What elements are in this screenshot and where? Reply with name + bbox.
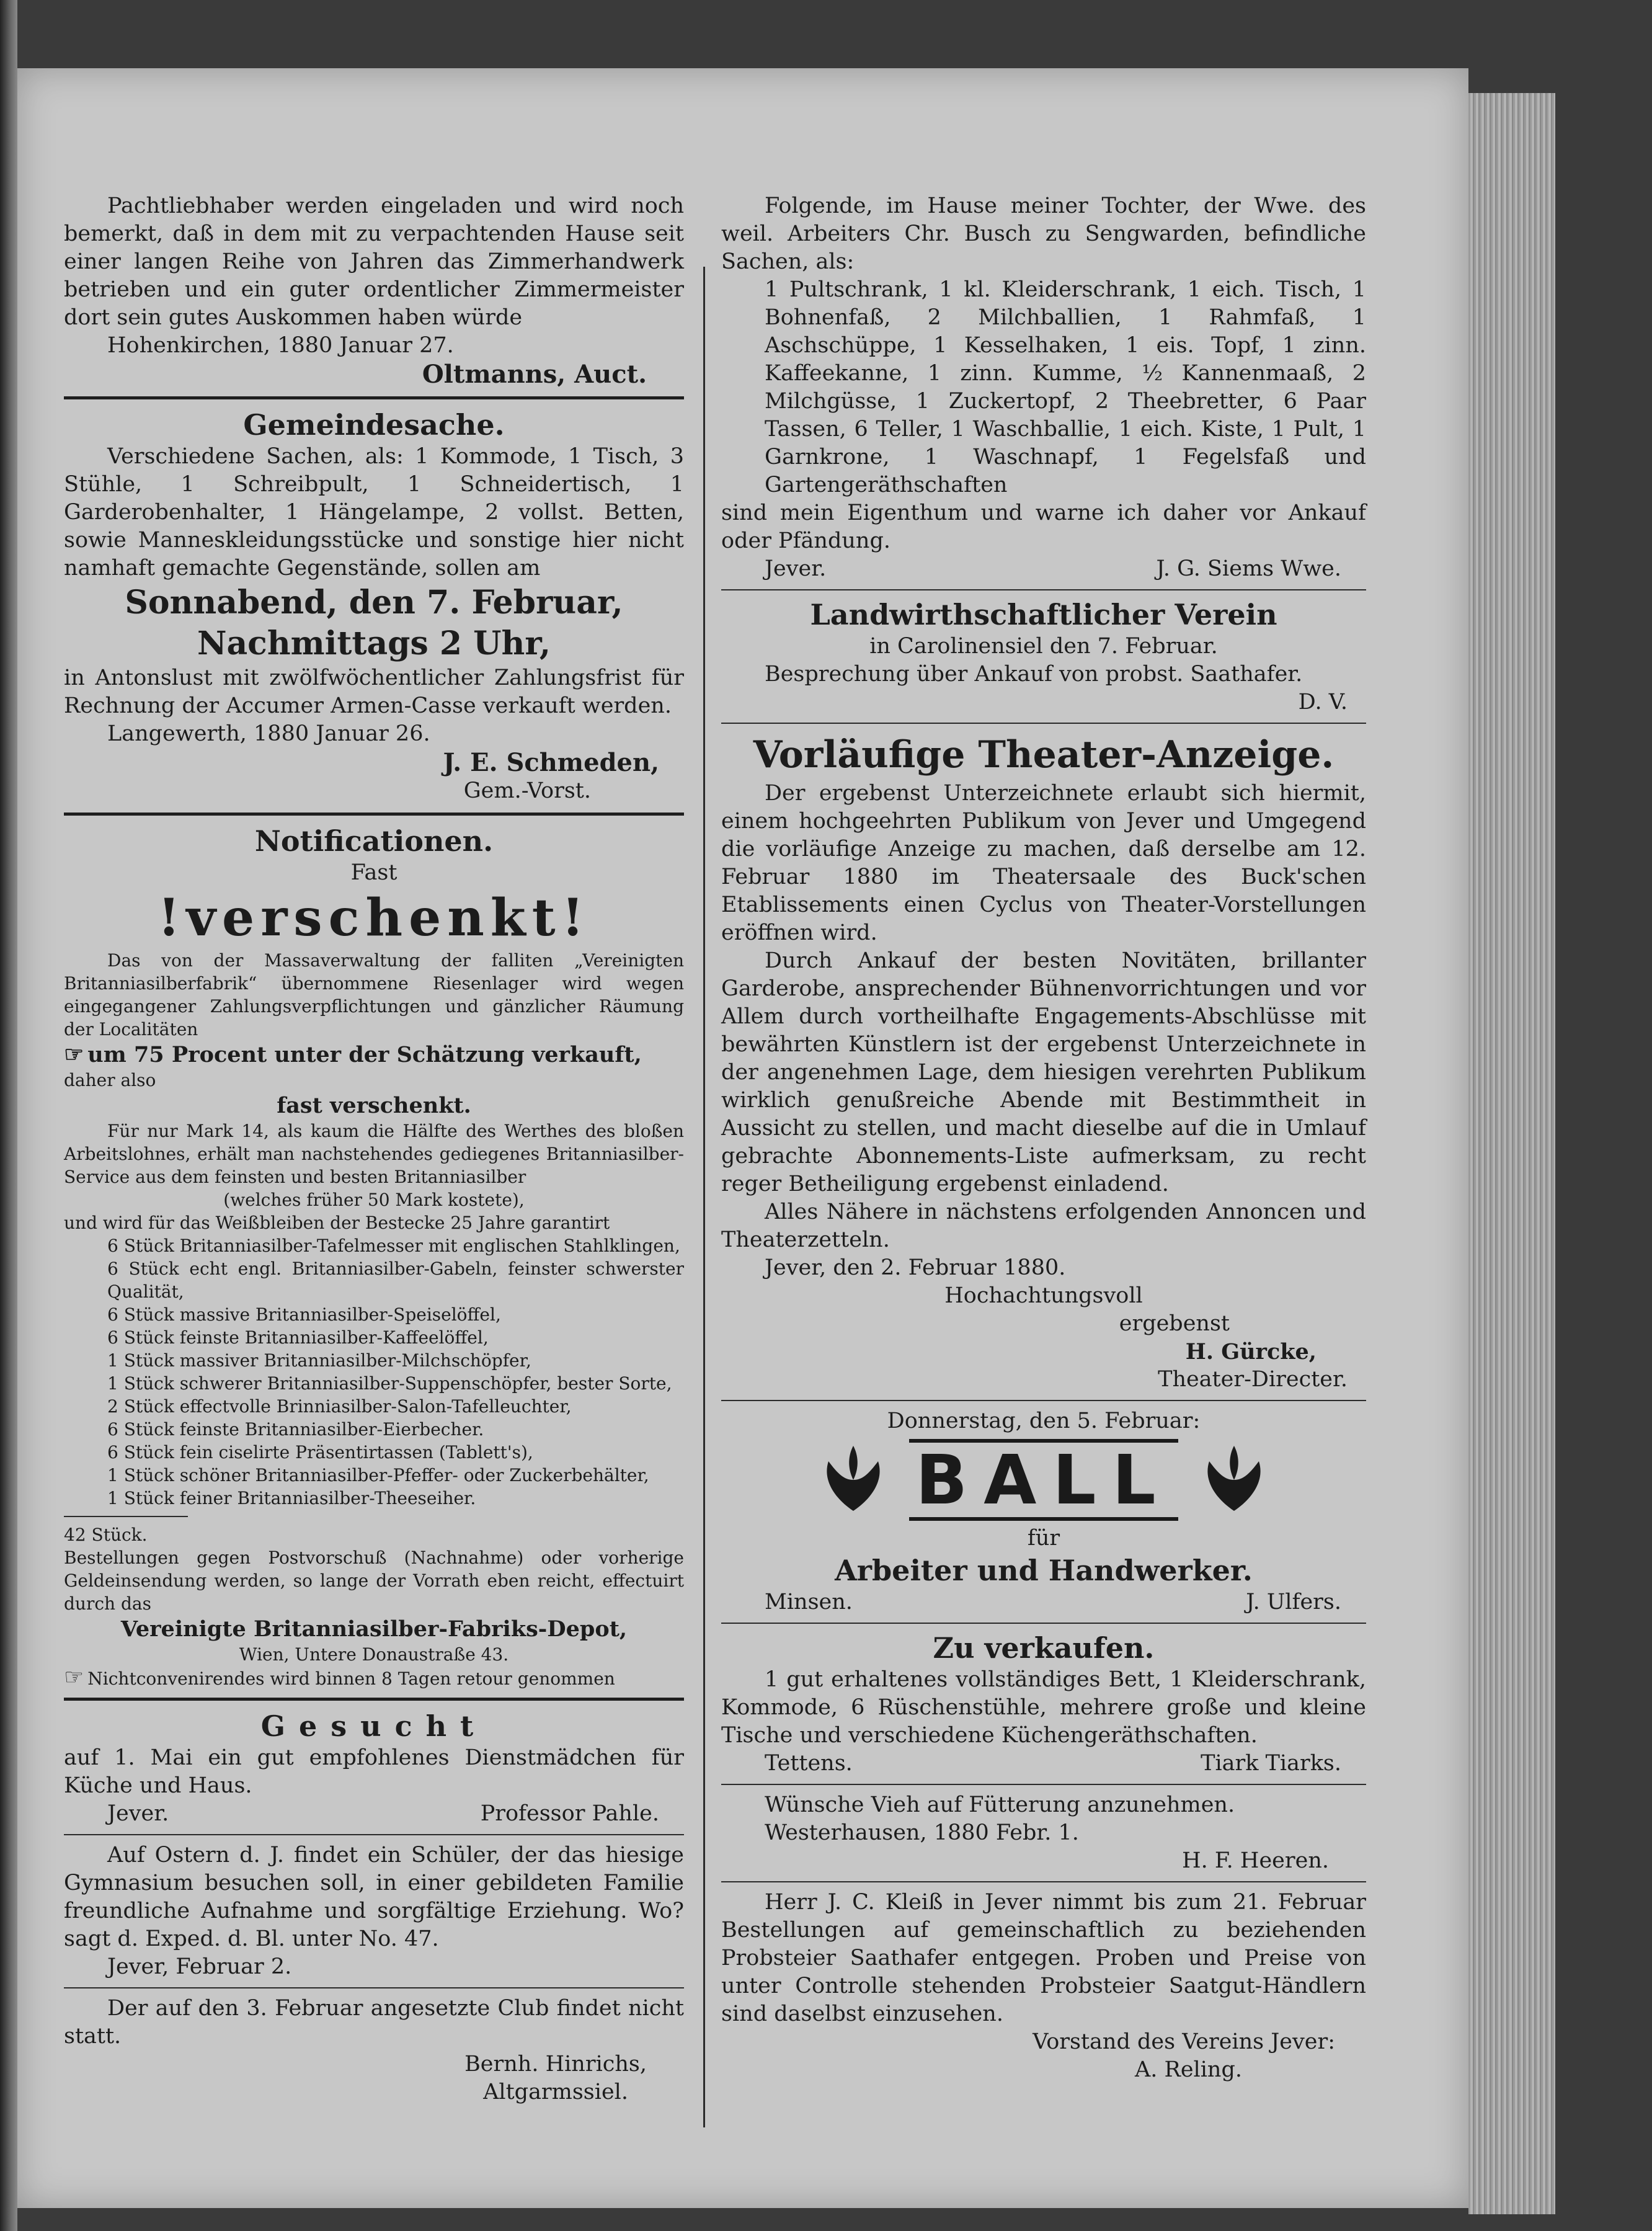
gesucht-text: auf 1. Mai ein gut empfohlenes Dienstmädchen für Küche und Haus.: [64, 1745, 684, 1798]
ball-banner: [721, 1439, 1366, 1521]
fleur-ornament-icon: [810, 1443, 897, 1517]
list-item: 6 Stück echt engl. Britanniasilber-Gabeln, feinster schwerster Qualität,: [107, 1258, 684, 1302]
rule: [64, 813, 684, 816]
vieh-signature: H. F. Heeren.: [1182, 1848, 1329, 1873]
gemeinde-text2: in Antonslust mit zwölfwöchentlicher Zahlungsfrist für Rechnung der Accumer Armen-Casse verkauft werden.: [64, 666, 684, 718]
adjacent-page-edge: [0, 0, 17, 2231]
gesucht-signature: Professor Pahle.: [480, 1801, 659, 1826]
book-page-stack: [1468, 93, 1555, 2214]
gemeinde-title: Gemeindesache.: [243, 408, 505, 442]
list-item: 2 Stück effectvolle Brinniasilber-Salon-Tafelleuchter,: [107, 1396, 572, 1417]
pointing-hand-icon: ☞: [64, 1041, 84, 1067]
ad-verein: [721, 597, 1366, 716]
club-place: Altgarmssiel.: [483, 2080, 628, 2104]
ad-pacht: [64, 192, 684, 389]
rule: [64, 1834, 684, 1835]
notif-company: Vereinigte Britanniasilber-Fabriks-Depot,: [120, 1616, 628, 1642]
notif-fast: Fast: [350, 860, 397, 885]
gesucht-title: Gesucht: [260, 1709, 487, 1743]
column-divider: [703, 267, 705, 2127]
ball-place: Minsen.: [765, 1590, 853, 1614]
pointing-hand-icon: ☞: [64, 1665, 84, 1690]
notif-price: Für nur Mark 14, als kaum die Hälfte des Werthes des bloßen Arbeitslohnes, erhält man nachstehendes gediegenes Britanniasilber-Service aus dem feinsten und besten Britanniasilber: [64, 1121, 684, 1187]
ad-ball: [721, 1407, 1366, 1616]
ad-notificationen: [64, 823, 684, 1690]
gemeinde-role: Gem.-Vorst.: [463, 778, 591, 803]
rule: [64, 1516, 188, 1517]
verein-title: Landwirthschaftlicher Verein: [810, 598, 1277, 631]
theater-p1: Der ergebenst Unterzeichnete erlaubt sich hiermit, einem hochgeehrten Publikum von Jever und Umgegend die vorläufige Anzeige zu machen, daß derselbe am 12. Februar 1880 im Theatersaale des Buck'schen Etablissements einen Cyclus von Theater-Vorstellungen eröffnen wird.: [721, 781, 1366, 945]
ball-fuer: für: [1027, 1526, 1060, 1551]
ball-date: Donnerstag, den 5. Februar:: [887, 1409, 1201, 1433]
saathafer-signature: A. Reling.: [1134, 2057, 1242, 2082]
ball-footer: [721, 1588, 1366, 1616]
notif-return: [64, 1666, 684, 1690]
notif-guarantee: und wird für das Weißbleiben der Bestecke 25 Jahre garantirt: [64, 1213, 610, 1233]
theater-p2: Durch Ankauf der besten Novitäten, brillanter Garderobe, ansprechender Bühnenvorrichtungen und vor Allem durch vortheilhafte Engagements-Abschlüsse mit bewährten Künstlern ist der ergebenst Unterzeichnete in der angenehmen Lage, dem hiesigen verehrten Publikum wirklich genußreiche Abende mit Bestimmtheit in Aussicht zu stellen, und macht dieselbe auf die in Umlauf gebrachte Abonnements-Liste aufmerksam, zu recht reger Betheiligung ergebenst einladend.: [721, 948, 1366, 1196]
notif-offer-text: um 75 Procent unter der Schätzung verkauft,: [87, 1042, 642, 1067]
rule: [721, 1623, 1366, 1624]
gemeinde-text: Verschiedene Sachen, als: 1 Kommode, 1 Tisch, 3 Stühle, 1 Schreibpult, 1 Schneidertisch, 1 Garderobenhalter, 1 Hängelampe, 2 vollst. Betten, sowie Manneskleidungsstücke und sonstige hier nicht namhaft gemachte Gegenstände, sollen am: [64, 444, 684, 581]
ball-signature: J. Ulfers.: [1246, 1590, 1341, 1614]
theater-greeting1: Hochachtungsvoll: [944, 1283, 1143, 1308]
ad-gesucht: [64, 1708, 684, 1828]
theater-role: Theater-Directer.: [1158, 1367, 1348, 1392]
list-item: 6 Stück feinste Britanniasilber-Kaffeelöffel,: [107, 1327, 489, 1348]
verkaufen-place: Tettens.: [765, 1751, 853, 1776]
saathafer-board: Vorstand des Vereins Jever:: [1032, 2029, 1335, 2054]
pacht-signature: Oltmanns, Auct.: [422, 360, 647, 389]
ball-word: BALL: [909, 1439, 1178, 1521]
verkaufen-text: 1 gut erhaltenes vollständiges Bett, 1 Kleiderschrank, Kommode, 6 Rüschenstühle, mehrere große und kleine Tische und verschiedene Küchengeräthschaften.: [721, 1667, 1366, 1748]
club-signature: Bernh. Hinrichs,: [464, 2052, 647, 2077]
siems-signature: J. G. Siems Wwe.: [1156, 556, 1341, 581]
verein-topic: Besprechung über Ankauf von probst. Saathafer.: [765, 662, 1303, 687]
siems-footer: [721, 555, 1366, 583]
gesucht-place: Jever.: [107, 1801, 169, 1826]
notif-fast2: fast verschenkt.: [277, 1093, 471, 1118]
verkaufen-title: Zu verkaufen.: [933, 1631, 1155, 1665]
gemeinde-date: Langewerth, 1880 Januar 26.: [107, 721, 430, 746]
notif-orders: Bestellungen gegen Postvorschuß (Nachnahme) oder vorherige Geldeinsendung werden, so lange der Vorrath eben reicht, effectuirt durch das: [64, 1547, 684, 1614]
vieh-text: Wünsche Vieh auf Fütterung anzunehmen.: [765, 1792, 1235, 1817]
list-item: 1 Stück schwerer Britanniasilber-Suppenschöpfer, bester Sorte,: [107, 1373, 672, 1394]
gemeinde-day: Sonnabend, den 7. Februar,: [125, 584, 623, 621]
list-item: 6 Stück feinste Britanniasilber-Eierbecher.: [107, 1419, 484, 1440]
siems-text: Folgende, im Hause meiner Tochter, der Wwe. des weil. Arbeiters Chr. Busch zu Sengwarden, befindliche Sachen, als:: [721, 194, 1366, 274]
newspaper-page: [17, 68, 1468, 2208]
notif-item-list: [64, 1234, 684, 1510]
ostern-text: Auf Ostern d. J. findet ein Schüler, der das hiesige Gymnasium besuchen soll, in einer gebildeten Familie freundliche Aufnahme und sorgfältige Erziehung. Wo? sagt d. Exped. d. Bl. unter No. 47.: [64, 1843, 684, 1951]
rule: [64, 396, 684, 399]
ad-verkaufen: [721, 1630, 1366, 1778]
notif-headline: !verschenkt!: [158, 888, 590, 948]
notif-return-text: Nichtconvenirendes wird binnen 8 Tagen retour genommen: [87, 1668, 615, 1689]
right-column: [721, 192, 1366, 2084]
pacht-text: Pachtliebhaber werden eingeladen und wird noch bemerkt, daß in dem mit zu verpachtenden Hause seit einer langen Reihe von Jahren das Zimmerhandwerk betrieben und ein guter ordentlicher Zimmermeister dort sein gutes Auskommen haben würde: [64, 194, 684, 330]
notif-intro: Das von der Massaverwaltung der falliten „Vereinigten Britanniasilberfabrik“ übernommene Riesenlager wird wegen eingegangener Zahlungsverpflichtungen und gänzlicher Räumung der Localitäten: [64, 950, 684, 1040]
gemeinde-time: Nachmittags 2 Uhr,: [197, 625, 551, 662]
list-item: 6 Stück massive Britanniasilber-Speiselöffel,: [107, 1304, 501, 1325]
ostern-date: Jever, Februar 2.: [107, 1954, 292, 1979]
verein-where: in Carolinensiel den 7. Februar.: [869, 634, 1218, 659]
fleur-ornament-icon: [1191, 1443, 1277, 1517]
rule: [721, 723, 1366, 724]
siems-place: Jever.: [765, 556, 827, 581]
rule: [721, 589, 1366, 590]
rule: [721, 1881, 1366, 1882]
vieh-date: Westerhausen, 1880 Febr. 1.: [765, 1820, 1079, 1845]
list-item: 1 Stück schöner Britanniasilber-Pfeffer- oder Zuckerbehälter,: [107, 1465, 649, 1485]
saathafer-text: Herr J. C. Kleiß in Jever nimmt bis zum 21. Februar Bestellungen auf gemeinschaftlich zu beziehenden Probsteier Saathafer entgegen. Proben und Preise von unter Controlle stehenden Probsteier Saatgut-Händlern sind daselbst einzusehen.: [721, 1890, 1366, 2026]
gesucht-footer: [64, 1800, 684, 1828]
ad-vieh: [721, 1791, 1366, 1875]
ad-saathafer: [721, 1889, 1366, 2084]
ad-siems: [721, 192, 1366, 583]
notif-price-note: (welches früher 50 Mark kostete),: [223, 1190, 525, 1210]
left-column: [64, 192, 684, 2106]
ad-ostern: [64, 1841, 684, 1981]
gemeinde-signature: J. E. Schmeden,: [443, 748, 659, 777]
notif-total: 42 Stück.: [64, 1525, 148, 1545]
list-item: 6 Stück fein ciselirte Präsentirtassen (Tablett's),: [107, 1442, 533, 1463]
rule: [64, 1698, 684, 1701]
siems-items: 1 Pultschrank, 1 kl. Kleiderschrank, 1 eich. Tisch, 1 Bohnenfaß, 2 Milchballien, 1 Rahmfaß, 1 Aschschüppe, 1 Kesselhaken, 1 eis. Topf, 1 zinn. Kaffeekanne, 1 zinn. Kumme, ½ Kannenmaaß, 2 Milchgüsse, 1 Zuckertopf, 2 Theebretter, 6 Paar Tassen, 6 Teller, 1 Waschballie, 1 eich. Kiste, 1 Pult, 1 Garnkrone, 1 Waschnapf, 1 Fegelsfaß und Gartengeräthschaften: [765, 277, 1366, 497]
rule: [721, 1400, 1366, 1401]
theater-title: Vorläufige Theater-Anzeige.: [753, 733, 1334, 777]
verkaufen-footer: [721, 1750, 1366, 1778]
pacht-date: Hohenkirchen, 1880 Januar 27.: [107, 333, 454, 358]
verkaufen-signature: Tiark Tiarks.: [1201, 1751, 1341, 1776]
rule: [64, 1987, 684, 1988]
notif-offer: [64, 1041, 684, 1069]
ad-club: [64, 1995, 684, 2106]
notif-title: Notificationen.: [254, 824, 494, 858]
theater-signature: H. Gürcke,: [1185, 1339, 1317, 1365]
ad-gemeinde: [64, 407, 684, 805]
theater-date: Jever, den 2. Februar 1880.: [765, 1255, 1066, 1280]
list-item: 1 Stück feiner Britanniasilber-Theeseiher.: [107, 1488, 476, 1508]
notif-address: Wien, Untere Donaustraße 43.: [239, 1644, 509, 1665]
ball-who: Arbeiter und Handwerker.: [835, 1554, 1253, 1587]
list-item: 1 Stück massiver Britanniasilber-Milchschöpfer,: [107, 1350, 531, 1371]
theater-p3: Alles Nähere in nächstens erfolgenden Annoncen und Theaterzetteln.: [721, 1200, 1366, 1252]
ad-theater: [721, 730, 1366, 1394]
notif-daher: daher also: [64, 1070, 156, 1090]
verein-signature: D. V.: [1298, 690, 1348, 715]
rule: [721, 1784, 1366, 1785]
club-text: Der auf den 3. Februar angesetzte Club findet nicht statt.: [64, 1996, 684, 2049]
list-item: 6 Stück Britanniasilber-Tafelmesser mit englischen Stahlklingen,: [107, 1236, 680, 1256]
siems-text2: sind mein Eigenthum und warne ich daher vor Ankauf oder Pfändung.: [721, 501, 1366, 553]
theater-greeting2: ergebenst: [1119, 1311, 1230, 1336]
